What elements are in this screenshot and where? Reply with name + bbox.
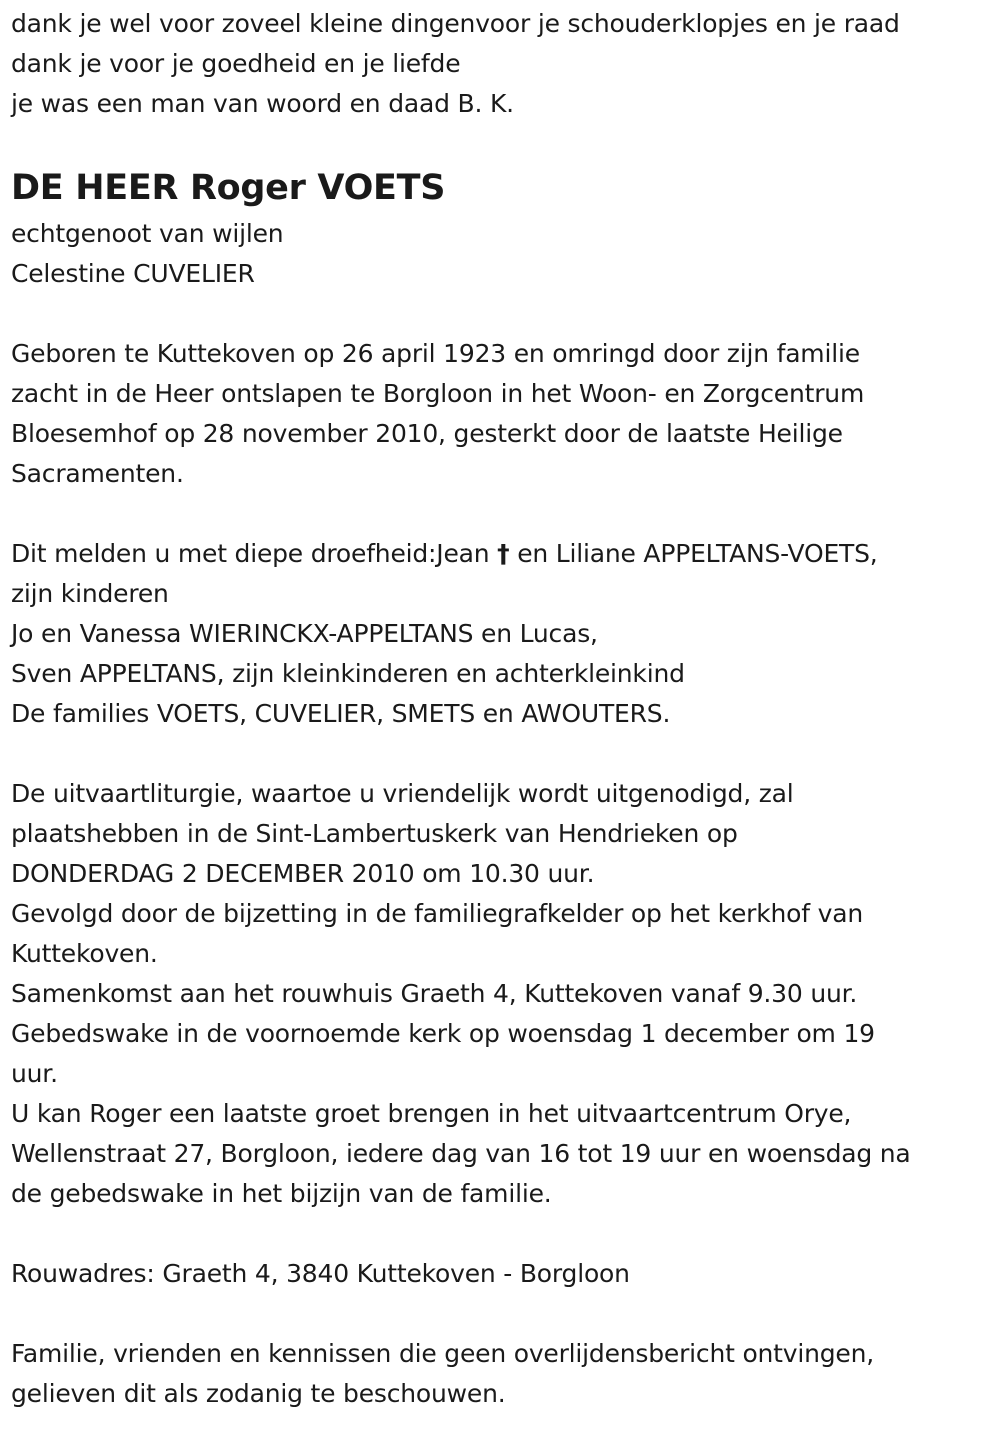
poem-section <box>11 4 990 124</box>
funeral-line: DONDERDAG 2 DECEMBER 2010 om 10.30 uur. <box>11 859 595 888</box>
funeral-line: Samenkomst aan het rouwhuis Graeth 4, Kuttekoven vanaf 9.30 uur. <box>11 979 858 1008</box>
deceased-name: DE HEER Roger VOETS <box>11 168 446 208</box>
spouse-name: Celestine CUVELIER <box>11 259 255 288</box>
family-line: Jo en Vanessa WIERINCKX-APPELTANS en Lucas, <box>11 619 598 648</box>
funeral-line: plaatshebben in de Sint-Lambertuskerk van Hendrieken op <box>11 819 738 848</box>
birth-line: Geboren te Kuttekoven op 26 april 1923 en omringd door zijn familie <box>11 339 860 368</box>
birth-line: zacht in de Heer ontslapen te Borgloon in het Woon- en Zorgcentrum <box>11 379 865 408</box>
closing-section <box>11 1334 990 1414</box>
funeral-line: de gebedswake in het bijzijn van de familie. <box>11 1179 552 1208</box>
funeral-line: U kan Roger een laatste groet brengen in het uitvaartcentrum Orye, <box>11 1099 852 1128</box>
birth-section <box>11 334 990 494</box>
poem-line: dank je wel voor zoveel kleine dingenvoor je schouderklopjes en je raad <box>11 9 900 38</box>
family-section <box>11 534 990 734</box>
family-line: Sven APPELTANS, zijn kleinkinderen en achterkleinkind <box>11 659 685 688</box>
funeral-line: Kuttekoven. <box>11 939 158 968</box>
funeral-line: Gevolgd door de bijzetting in de familiegrafkelder op het kerkhof van <box>11 899 863 928</box>
closing-line: gelieven dit als zodanig te beschouwen. <box>11 1379 506 1408</box>
cross-icon: † <box>497 539 510 568</box>
heading-section <box>11 164 990 294</box>
funeral-line: uur. <box>11 1059 58 1088</box>
family-line <box>11 534 990 574</box>
family-line-start: Dit melden u met diepe droefheid:Jean <box>11 539 498 568</box>
birth-line: Sacramenten. <box>11 459 184 488</box>
closing-line: Familie, vrienden en kennissen die geen overlijdensbericht ontvingen, <box>11 1339 875 1368</box>
funeral-line: De uitvaartliturgie, waartoe u vriendelijk wordt uitgenodigd, zal <box>11 779 794 808</box>
poem-line: je was een man van woord en daad B. K. <box>11 89 514 118</box>
address-section <box>11 1254 990 1294</box>
mourning-address: Rouwadres: Graeth 4, 3840 Kuttekoven - Borgloon <box>11 1259 630 1288</box>
spouse-line: echtgenoot van wijlen <box>11 219 284 248</box>
poem-line: dank je voor je goedheid en je liefde <box>11 49 461 78</box>
family-line-end: en Liliane APPELTANS-VOETS, <box>509 539 878 568</box>
funeral-line: Gebedswake in de voornoemde kerk op woensdag 1 december om 19 <box>11 1019 875 1048</box>
family-line: De families VOETS, CUVELIER, SMETS en AWOUTERS. <box>11 699 671 728</box>
family-line: zijn kinderen <box>11 579 169 608</box>
birth-line: Bloesemhof op 28 november 2010, gesterkt door de laatste Heilige <box>11 419 843 448</box>
funeral-section <box>11 774 990 1214</box>
funeral-line: Wellenstraat 27, Borgloon, iedere dag van 16 tot 19 uur en woensdag na <box>11 1139 911 1168</box>
